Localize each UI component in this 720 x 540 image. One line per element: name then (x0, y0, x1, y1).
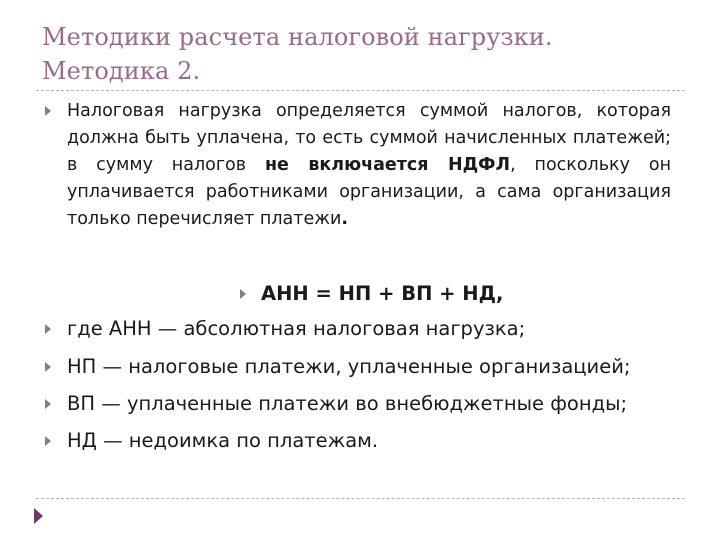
bullet-arrow-icon (45, 362, 51, 372)
paragraph-text-end: , поскольку он уплачивается работниками организации, а сама организация только перечисляет платежи (67, 155, 672, 229)
bullet-arrow-icon (45, 436, 51, 446)
title-divider (36, 90, 685, 91)
list-item: НД — недоимка по платежам. (67, 429, 379, 452)
formula: АНН = НП + ВП + НД, (261, 282, 504, 305)
bullet-arrow-icon (45, 399, 51, 409)
bullet-arrow-icon (45, 106, 51, 116)
footer-divider (36, 498, 685, 499)
slide-title-line-2: Методика 2. (42, 57, 201, 85)
slide-title (42, 20, 682, 88)
bullet-arrow-icon (240, 289, 246, 299)
paragraph-bold-text: не включается НДФЛ (264, 155, 511, 175)
list-item: ВП — уплаченные платежи во внебюджетные фонды; (67, 392, 628, 415)
list-item: где АНН — абсолютная налоговая нагрузка; (67, 317, 526, 340)
paragraph-bold-period: . (341, 209, 348, 229)
paragraph-text-start: Налоговая нагрузка определяется суммой налогов, которая должна быть уплачена, то есть суммой начисленных платежей; в сумму налогов (67, 101, 671, 175)
next-slide-arrow-icon[interactable] (34, 508, 43, 524)
list-item: НП — налоговые платежи, уплаченные организацией; (67, 355, 631, 378)
slide-title-line-1: Методики расчета налоговой нагрузки. (42, 23, 553, 51)
bullet-arrow-icon (45, 324, 51, 334)
definition-paragraph (67, 98, 671, 233)
